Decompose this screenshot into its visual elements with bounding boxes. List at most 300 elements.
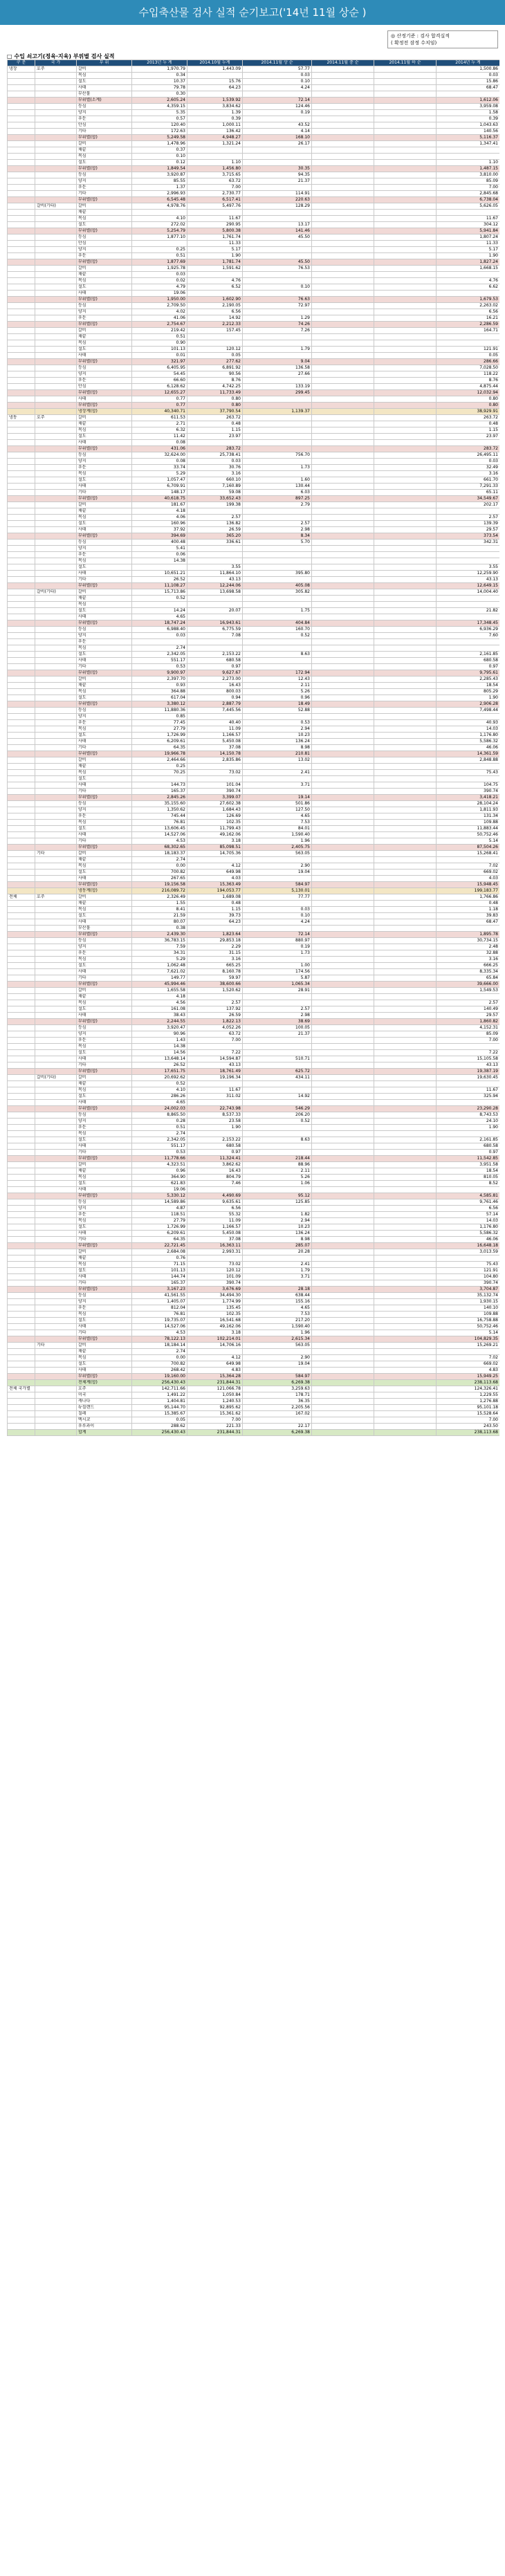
table-cell	[374, 1430, 437, 1436]
table-cell: 1,456.80	[187, 166, 243, 172]
table-cell: 64.35	[132, 1237, 187, 1243]
table-cell: 목심	[77, 957, 132, 963]
table-cell: 부위별(합)	[77, 751, 132, 757]
table-cell	[8, 1193, 35, 1199]
table-cell: 2,845.26	[132, 795, 187, 801]
table-cell: 43.13	[187, 577, 243, 583]
table-cell: 0.05	[437, 353, 500, 359]
table-cell	[35, 950, 77, 957]
table-cell	[312, 540, 374, 546]
table-cell	[8, 1162, 35, 1168]
table-cell: 3.16	[187, 957, 243, 963]
table-cell: 사태	[77, 1100, 132, 1106]
table-cell	[35, 160, 77, 166]
table-cell: 810.05	[437, 1175, 500, 1181]
table-cell	[243, 216, 312, 222]
table-cell	[8, 1255, 35, 1262]
table-cell	[374, 614, 437, 620]
table-cell	[8, 926, 35, 932]
table-cell	[35, 876, 77, 882]
table-cell: 33.74	[132, 465, 187, 471]
table-cell: 72.14	[243, 932, 312, 938]
table-cell	[243, 1081, 312, 1087]
table-row	[8, 421, 500, 427]
table-cell: 4.03	[437, 876, 500, 882]
table-cell	[374, 359, 437, 365]
table-cell	[35, 546, 77, 552]
table-cell: 3,920.47	[132, 1025, 187, 1031]
table-cell	[312, 471, 374, 477]
table-cell	[187, 210, 243, 216]
table-cell: 563.05	[243, 1343, 312, 1349]
table-cell: 0.39	[187, 116, 243, 122]
table-cell: 137.92	[187, 1006, 243, 1013]
table-cell	[374, 1336, 437, 1343]
table-cell	[8, 1044, 35, 1050]
table-cell	[35, 1156, 77, 1162]
table-cell: 부위별(합)	[77, 390, 132, 396]
table-row	[8, 1336, 500, 1343]
table-cell	[35, 1287, 77, 1293]
table-cell: 14,004.40	[437, 589, 500, 596]
table-cell	[243, 1038, 312, 1044]
table-row	[8, 720, 500, 726]
table-cell	[8, 291, 35, 297]
table-cell: 4.65	[132, 1100, 187, 1106]
table-cell	[243, 278, 312, 284]
table-cell	[8, 652, 35, 658]
table-cell	[243, 552, 312, 558]
table-cell	[312, 926, 374, 932]
table-cell	[8, 228, 35, 234]
table-cell: 갈비	[77, 1249, 132, 1255]
table-row	[8, 589, 500, 596]
table-cell: 0.80	[187, 396, 243, 403]
table-cell	[35, 328, 77, 334]
table-cell: 148.17	[132, 490, 187, 496]
table-cell: 277.62	[187, 359, 243, 365]
table-cell: 584.97	[243, 882, 312, 888]
table-cell: 설도	[77, 695, 132, 701]
table-cell	[374, 508, 437, 515]
table-cell	[312, 259, 374, 266]
table-cell	[374, 1094, 437, 1100]
table-cell: 목심	[77, 471, 132, 477]
table-cell	[312, 614, 374, 620]
table-cell	[243, 91, 312, 98]
table-row	[8, 309, 500, 315]
table-row	[8, 1430, 500, 1436]
table-cell: 38,929.91	[437, 409, 500, 415]
table-cell: 30.76	[187, 465, 243, 471]
table-cell	[8, 714, 35, 720]
table-cell	[35, 602, 77, 608]
table-cell: 120.12	[187, 347, 243, 353]
table-cell: 124.46	[243, 104, 312, 110]
table-cell: 6,738.04	[437, 197, 500, 203]
table-cell: 부위별(합)	[77, 620, 132, 627]
table-cell: 29,853.18	[187, 938, 243, 944]
table-cell	[374, 1305, 437, 1312]
table-cell: 갈비	[77, 266, 132, 272]
table-cell	[35, 1255, 77, 1262]
table-row	[8, 901, 500, 907]
table-cell: 0.28	[132, 1119, 187, 1125]
table-cell: 목심	[77, 1262, 132, 1268]
table-cell: 131.34	[437, 813, 500, 820]
table-cell: 49,162.06	[187, 832, 243, 838]
table-cell: 121,066.78	[187, 1386, 243, 1392]
table-cell	[374, 664, 437, 670]
table-row	[8, 683, 500, 689]
table-row	[8, 210, 500, 216]
table-cell: 140.10	[437, 1305, 500, 1312]
table-cell: 364.88	[132, 689, 187, 695]
table-cell: 59.08	[187, 490, 243, 496]
table-cell	[312, 465, 374, 471]
table-cell	[8, 913, 35, 919]
table-cell: 부위별(합)	[77, 446, 132, 452]
table-cell	[35, 334, 77, 340]
table-cell	[374, 1411, 437, 1417]
table-cell: 냉동	[8, 415, 35, 421]
table-cell: 5.17	[187, 247, 243, 253]
table-cell: 6.32	[132, 427, 187, 434]
table-cell: 0.03	[437, 459, 500, 465]
table-cell: 0.53	[132, 1150, 187, 1156]
table-cell: 5,800.38	[187, 228, 243, 234]
table-cell: 238,113.68	[437, 1430, 500, 1436]
table-row	[8, 975, 500, 982]
table-cell: 221.33	[187, 1424, 243, 1430]
table-cell: 5,626.05	[437, 203, 500, 210]
table-cell	[8, 73, 35, 79]
table-cell	[374, 1318, 437, 1324]
table-cell: 1.15	[437, 427, 500, 434]
table-cell	[8, 234, 35, 241]
table-cell: 76.81	[132, 820, 187, 826]
table-cell	[312, 870, 374, 876]
table-cell	[374, 627, 437, 633]
table-cell: 목심	[77, 1355, 132, 1361]
table-cell: 7.00	[437, 1038, 500, 1044]
table-cell	[374, 415, 437, 421]
table-cell: 1,240.53	[187, 1399, 243, 1405]
table-row	[8, 944, 500, 950]
table-cell	[8, 427, 35, 434]
table-row	[8, 1175, 500, 1181]
table-cell	[312, 241, 374, 247]
table-cell	[374, 845, 437, 851]
table-cell	[374, 403, 437, 409]
table-cell: 4.12	[187, 863, 243, 870]
table-cell	[35, 975, 77, 982]
table-cell	[35, 1218, 77, 1224]
table-cell: 8,335.34	[437, 969, 500, 975]
table-row	[8, 396, 500, 403]
table-cell	[312, 826, 374, 832]
table-cell	[35, 291, 77, 297]
table-cell: 목심	[77, 515, 132, 521]
table-cell	[312, 1044, 374, 1050]
table-cell	[8, 1206, 35, 1212]
table-cell	[374, 1274, 437, 1280]
table-cell: 68,302.65	[132, 845, 187, 851]
table-cell: 14,594.87	[187, 1056, 243, 1062]
table-cell: 431.06	[132, 446, 187, 452]
table-cell: 404.84	[243, 620, 312, 627]
table-row	[8, 1031, 500, 1038]
table-cell	[35, 571, 77, 577]
table-cell: 120.40	[132, 122, 187, 129]
table-cell	[8, 98, 35, 104]
table-cell	[8, 1231, 35, 1237]
table-cell: 6.56	[437, 1206, 500, 1212]
table-cell: 2,342.05	[132, 652, 187, 658]
table-cell: 0.77	[132, 403, 187, 409]
table-cell: 8.98	[243, 745, 312, 751]
table-cell: 7,028.50	[437, 365, 500, 371]
table-cell: 32.49	[437, 465, 500, 471]
table-cell: 165.37	[132, 1280, 187, 1287]
table-cell: 호주	[35, 415, 77, 421]
table-cell	[374, 1187, 437, 1193]
legend-criteria: ◎ 산정기준 : 검사 합격실적	[391, 33, 450, 39]
table-cell: 1,849.54	[132, 166, 187, 172]
table-cell	[374, 670, 437, 677]
table-cell	[8, 938, 35, 944]
table-cell	[8, 857, 35, 863]
table-cell	[35, 1399, 77, 1405]
table-row	[8, 795, 500, 801]
table-cell: 양지	[77, 110, 132, 116]
table-cell	[312, 1293, 374, 1299]
table-cell	[8, 994, 35, 1000]
table-cell: 90.56	[187, 371, 243, 378]
table-cell: 9,900.97	[132, 670, 187, 677]
table-cell: 880.97	[243, 938, 312, 944]
table-row	[8, 919, 500, 926]
table-cell	[312, 1062, 374, 1069]
table-cell	[374, 527, 437, 533]
table-row	[8, 259, 500, 266]
table-cell	[312, 66, 374, 73]
table-row	[8, 1193, 500, 1199]
table-cell: 55.32	[187, 1212, 243, 1218]
table-cell: 11.33	[187, 241, 243, 247]
table-cell	[35, 733, 77, 739]
table-cell	[187, 91, 243, 98]
table-cell	[374, 154, 437, 160]
table-cell: 설도	[77, 564, 132, 571]
table-cell: 50,752.46	[437, 1324, 500, 1330]
table-cell: 11.33	[437, 241, 500, 247]
table-cell	[437, 1255, 500, 1262]
table-cell	[187, 552, 243, 558]
table-cell	[312, 1405, 374, 1411]
table-row	[8, 116, 500, 122]
table-row	[8, 1000, 500, 1006]
table-cell	[312, 652, 374, 658]
table-cell: 우둔	[77, 185, 132, 191]
table-cell: 기타	[77, 1330, 132, 1336]
table-cell	[312, 459, 374, 465]
table-cell	[243, 577, 312, 583]
table-cell	[8, 1330, 35, 1336]
table-cell	[8, 216, 35, 222]
table-row	[8, 564, 500, 571]
table-cell: 21.37	[243, 1031, 312, 1038]
table-cell	[374, 1293, 437, 1299]
table-cell	[187, 334, 243, 340]
table-cell: 7.00	[187, 1417, 243, 1424]
table-row	[8, 98, 500, 104]
table-cell: 102,214.01	[187, 1336, 243, 1343]
table-cell	[312, 421, 374, 427]
table-cell	[243, 564, 312, 571]
table-row	[8, 1280, 500, 1287]
table-cell: 0.03	[187, 459, 243, 465]
table-cell: 128.29	[243, 203, 312, 210]
table-cell: 4,359.15	[132, 104, 187, 110]
table-cell	[35, 228, 77, 234]
table-cell	[35, 633, 77, 639]
table-cell: 19.06	[132, 291, 187, 297]
table-cell: 15,269.21	[437, 1343, 500, 1349]
table-cell	[374, 882, 437, 888]
table-cell: 3,834.62	[187, 104, 243, 110]
table-cell	[374, 1143, 437, 1150]
table-cell	[312, 950, 374, 957]
table-cell: 13.02	[243, 757, 312, 764]
table-cell	[243, 558, 312, 564]
table-cell	[35, 515, 77, 521]
page-title: 수입축산물 검사 실적 순기보고('14년 11월 상순 )	[0, 0, 505, 25]
table-cell	[35, 459, 77, 465]
table-cell	[374, 515, 437, 521]
table-cell: 사태	[77, 919, 132, 926]
table-row	[8, 490, 500, 496]
table-cell: 4.18	[132, 994, 187, 1000]
table-cell	[35, 222, 77, 228]
table-row	[8, 639, 500, 645]
table-cell	[8, 502, 35, 508]
table-cell: 1.39	[187, 110, 243, 116]
table-cell: 373.54	[437, 533, 500, 540]
table-cell: 1,176.80	[437, 1224, 500, 1231]
table-cell: 395.80	[243, 571, 312, 577]
table-cell: 206.20	[243, 1112, 312, 1119]
table-cell	[243, 596, 312, 602]
table-cell	[35, 1212, 77, 1218]
table-cell	[312, 1262, 374, 1268]
table-cell	[8, 695, 35, 701]
table-cell: 54.45	[132, 371, 187, 378]
table-cell	[312, 589, 374, 596]
table-cell: 부산물	[77, 926, 132, 932]
table-cell	[312, 1361, 374, 1368]
table-cell	[374, 602, 437, 608]
table-cell: 94.35	[243, 172, 312, 178]
table-cell: 안심	[77, 384, 132, 390]
table-cell: 4.65	[243, 813, 312, 820]
table-cell	[374, 1218, 437, 1224]
table-cell: 사태	[77, 969, 132, 975]
table-cell: 채끝	[77, 272, 132, 278]
table-cell	[8, 353, 35, 359]
table-cell	[187, 1081, 243, 1087]
table-row	[8, 1168, 500, 1175]
table-cell	[312, 832, 374, 838]
table-row	[8, 546, 500, 552]
table-cell	[35, 1293, 77, 1299]
table-cell: 0.94	[187, 695, 243, 701]
table-cell: 6.03	[243, 490, 312, 496]
table-cell: 0.48	[187, 421, 243, 427]
table-cell	[35, 608, 77, 614]
table-row	[8, 1399, 500, 1405]
table-cell: 부위별(합)	[77, 982, 132, 988]
table-cell: 2,285.43	[437, 677, 500, 683]
table-cell: 냉동계(합)	[77, 888, 132, 894]
table-cell	[374, 1069, 437, 1075]
table-cell	[187, 614, 243, 620]
table-cell: 1,811.93	[437, 807, 500, 813]
table-cell	[437, 645, 500, 652]
table-cell: 1,491.22	[132, 1392, 187, 1399]
table-cell: 2,906.28	[437, 701, 500, 708]
table-cell: 76.63	[243, 297, 312, 303]
table-cell	[8, 515, 35, 521]
table-cell: 434.11	[243, 1075, 312, 1081]
table-cell: 14,706.16	[187, 1343, 243, 1349]
table-row	[8, 695, 500, 701]
table-cell: 부위별(합)	[77, 1374, 132, 1380]
table-cell	[35, 434, 77, 440]
table-row	[8, 645, 500, 652]
table-cell: 0.52	[243, 633, 312, 639]
table-cell	[35, 297, 77, 303]
table-cell	[132, 210, 187, 216]
table-cell	[374, 994, 437, 1000]
table-cell	[374, 1343, 437, 1349]
table-cell	[35, 129, 77, 135]
table-cell	[312, 726, 374, 733]
table-row	[8, 571, 500, 577]
table-cell: 5.29	[132, 471, 187, 477]
table-cell	[35, 266, 77, 272]
table-cell	[8, 870, 35, 876]
table-cell: 갈비	[77, 677, 132, 683]
table-row	[8, 1305, 500, 1312]
table-cell: 0.03	[243, 907, 312, 913]
table-cell	[312, 1187, 374, 1193]
table-cell	[35, 502, 77, 508]
table-cell	[8, 340, 35, 347]
table-cell: 14.03	[437, 1218, 500, 1224]
table-cell: 2,190.05	[187, 303, 243, 309]
table-cell	[374, 1075, 437, 1081]
table-row	[8, 832, 500, 838]
table-cell	[8, 1031, 35, 1038]
table-cell	[35, 390, 77, 396]
table-cell: 등심	[77, 801, 132, 807]
table-cell	[8, 608, 35, 614]
table-cell	[35, 789, 77, 795]
table-cell: 2,273.00	[187, 677, 243, 683]
table-cell: 1.96	[243, 1330, 312, 1336]
table-header-row	[8, 60, 500, 66]
